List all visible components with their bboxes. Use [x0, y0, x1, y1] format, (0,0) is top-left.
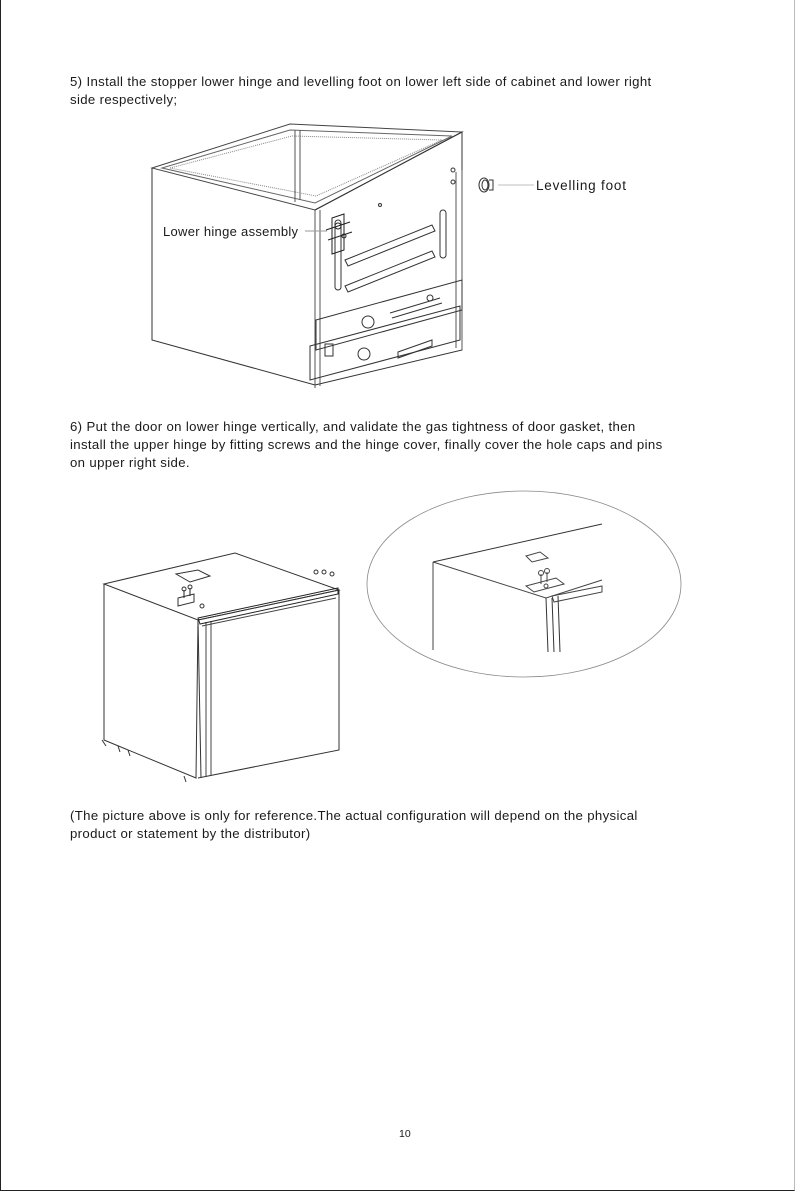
fridge-assembled-illustration: [98, 550, 348, 785]
step-6-line-3: on upper right side.: [70, 455, 190, 470]
page-number: 10: [399, 1128, 411, 1140]
step-6-line-1: 6) Put the door on lower hinge vertically, and validate the gas tightness of door gasket, then: [70, 419, 636, 434]
reference-note: [70, 807, 638, 843]
lower-hinge-callout: Lower hinge assembly: [163, 224, 299, 239]
step-6-instruction: [70, 418, 663, 472]
note-line-2: product or statement by the distributor): [70, 826, 311, 841]
cabinet-illustration: [140, 110, 480, 400]
levelling-foot-illustration: [476, 174, 536, 196]
step-5-line-2: side respectively;: [70, 92, 178, 107]
step-5-instruction: [70, 73, 652, 109]
hinge-detail-illustration: [366, 490, 682, 678]
levelling-foot-callout: Levelling foot: [536, 178, 627, 193]
step-6-line-2: install the upper hinge by fitting screws and the hinge cover, finally cover the hole caps and pins: [70, 437, 663, 452]
note-line-1: (The picture above is only for reference.The actual configuration will depend on the physical: [70, 808, 638, 823]
step-5-line-1: 5) Install the stopper lower hinge and levelling foot on lower left side of cabinet and lower right: [70, 74, 652, 89]
